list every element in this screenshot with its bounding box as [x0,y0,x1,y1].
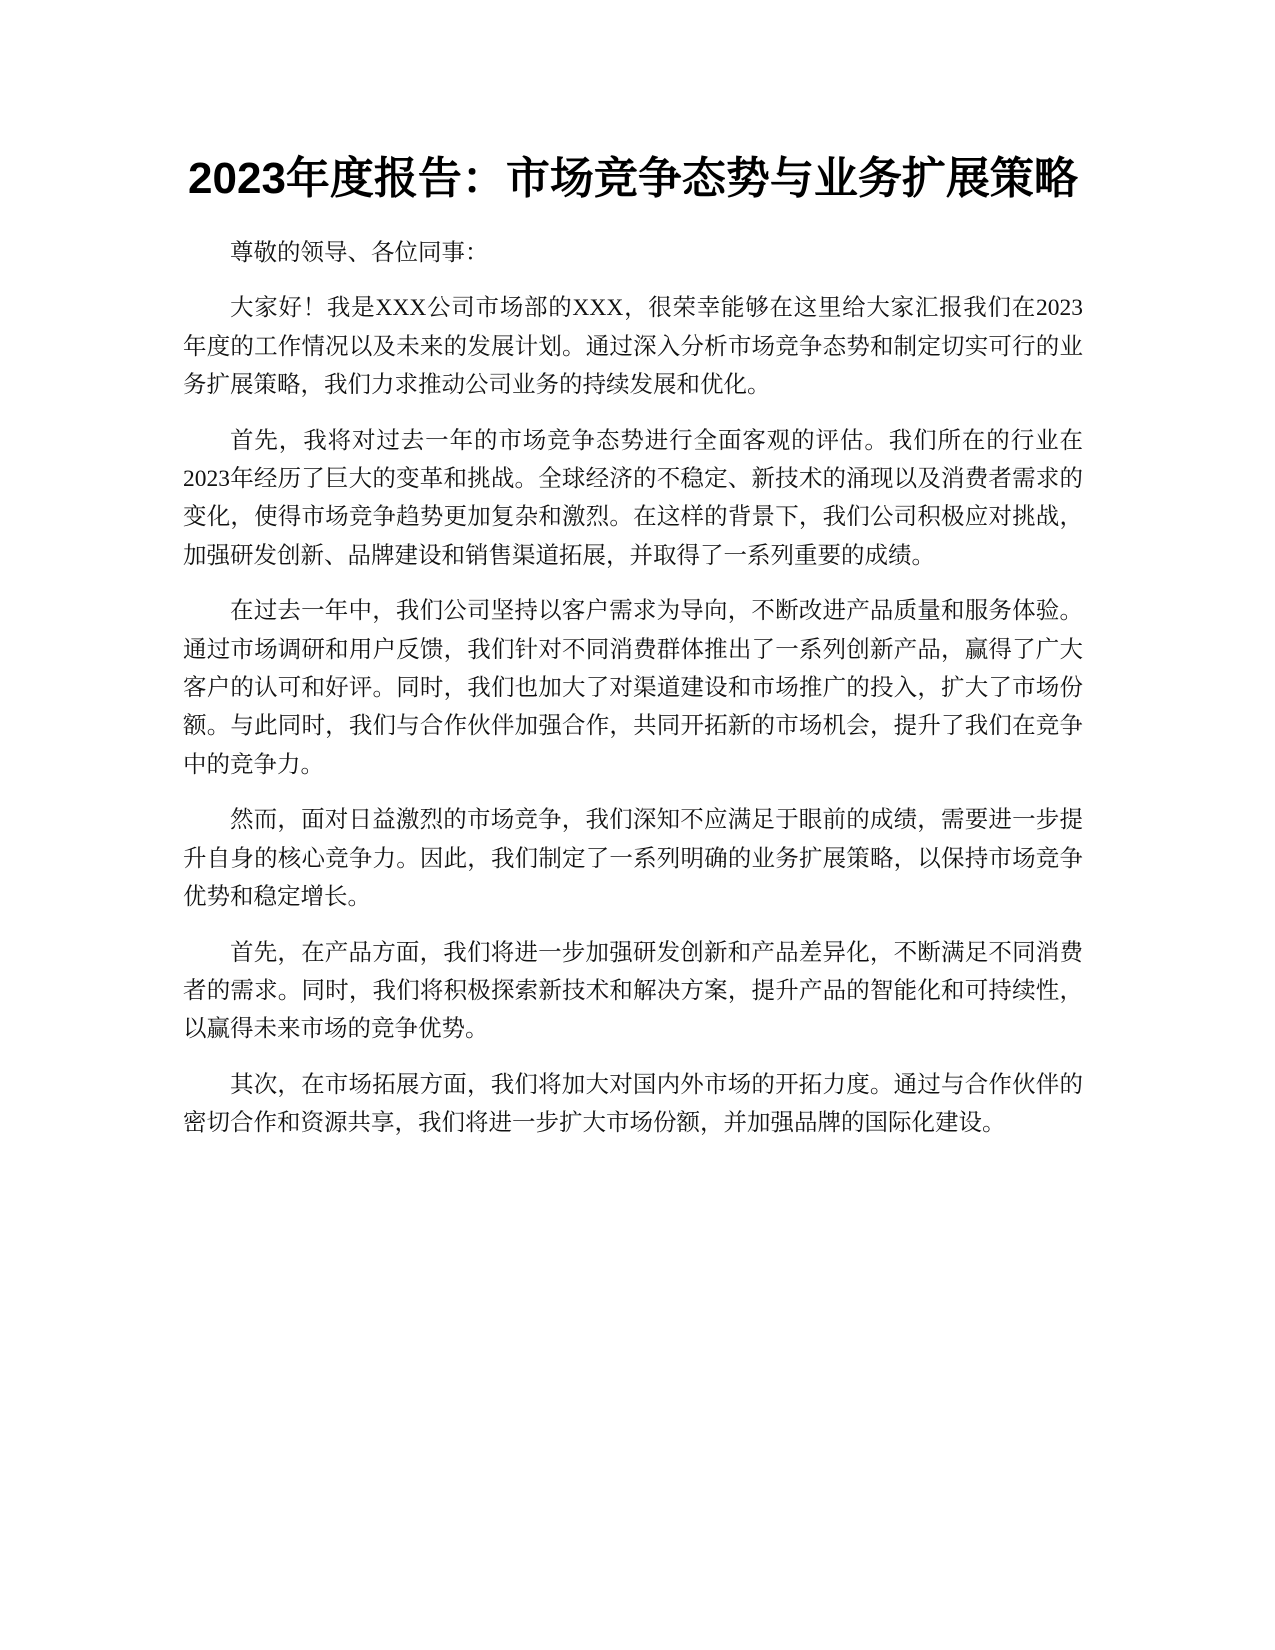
paragraph-6: 其次，在市场拓展方面，我们将加大对国内外市场的开拓力度。通过与合作伙伴的密切合作和资源共享，我们将进一步扩大市场份额，并加强品牌的国际化建设。 [183,1071,1083,1137]
salutation-paragraph: 尊敬的领导、各位同事： [230,240,489,266]
document-body [183,146,1083,1160]
paragraph-5: 首先，在产品方面，我们将进一步加强研发创新和产品差异化，不断满足不同消费者的需求。同时，我们将积极探索新技术和解决方案，提升产品的智能化和可持续性，以赢得未来市场的竞争优势。 [183,939,1083,1043]
document-text [183,234,1083,1143]
paragraph-1: 大家好！我是XXX公司市场部的XXX，很荣幸能够在这里给大家汇报我们在2023年度的工作情况以及未来的发展计划。通过深入分析市场竞争态势和制定切实可行的业务扩展策略，我们力求推动公司业务的持续发展和优化。 [183,295,1083,399]
document-title: 2023年度报告：市场竞争态势与业务扩展策略 [188,154,1078,203]
paragraph-2: 首先，我将对过去一年的市场竞争态势进行全面客观的评估。我们所在的行业在2023年经历了巨大的变革和挑战。全球经济的不稳定、新技术的涌现以及消费者需求的变化，使得市场竞争趋势更加复杂和激烈。在这样的背景下，我们公司积极应对挑战，加强研发创新、品牌建设和销售渠道拓展，并取得了一系列重要的成绩。 [183,427,1083,569]
paragraph-4: 然而，面对日益激烈的市场竞争，我们深知不应满足于眼前的成绩，需要进一步提升自身的核心竞争力。因此，我们制定了一系列明确的业务扩展策略，以保持市场竞争优势和稳定增长。 [183,807,1083,911]
paragraph-3: 在过去一年中，我们公司坚持以客户需求为导向，不断改进产品质量和服务体验。通过市场调研和用户反馈，我们针对不同消费群体推出了一系列创新产品，赢得了广大客户的认可和好评。同时，我们也加大了对渠道建设和市场推广的投入，扩大了市场份额。与此同时，我们与合作伙伴加强合作，共同开拓新的市场机会，提升了我们在竞争中的竞争力。 [183,598,1083,778]
